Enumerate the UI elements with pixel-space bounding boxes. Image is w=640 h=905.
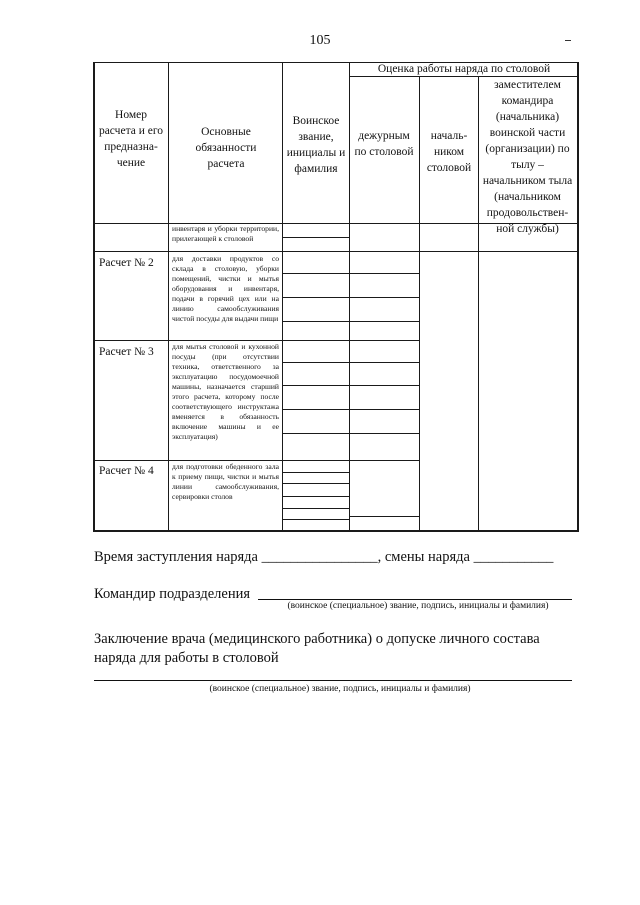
table-left-border (93, 62, 95, 532)
grid-line (282, 273, 419, 274)
col-rule-2 (282, 62, 283, 531)
doctor-conclusion-line-2: наряда для работы в столовой (94, 650, 279, 666)
table-right-border (577, 62, 579, 532)
row-rule-3 (93, 460, 419, 461)
row-3-duties: для мытья столовой и кухонной посуды (при отсутствии техника, ответственного за эксплуатацию посудомоечной машины, назначается старший этого расчета, которому после соответствующего инструктажа вменяется в обязанность включение машины и ее эксплуатация) (172, 342, 279, 441)
corner-mark (565, 40, 571, 41)
row-2-duties: для доставки продуктов со склада в столовую, уборки помещений, чистки и мытья оборудования и инвентаря, подачи в горячий цех или на линию самообслуживания чистой посуды для выдачи пищи (172, 254, 279, 323)
row-rule-2 (93, 340, 419, 341)
row-4-duties: для подготовки обеденного зала к приему пищи, чистки и мытья линии самообслуживания, сервировки столов (172, 462, 279, 501)
page-number: 105 (309, 33, 331, 48)
commander-signature-line[interactable] (258, 599, 572, 600)
commander-caption: (воинское (специальное) звание, подпись, инициалы и фамилия) (287, 601, 549, 611)
grid-line (282, 496, 349, 497)
header-duty-officer: дежурным по столовой (354, 130, 414, 158)
commander-label: Командир подразделения (94, 586, 251, 602)
header-duties: Основные обязанности расчета (195, 126, 257, 170)
doctor-caption: (воинское (специальное) звание, подпись, инициалы и фамилия) (209, 684, 471, 694)
grid-line (282, 237, 349, 238)
row-3-label: Расчет № 3 (99, 346, 154, 358)
shift-time-line: Время заступления наряда ________________, смены наряда ___________ (94, 549, 554, 565)
header-evaluation-group: Оценка работы наряда по столовой (377, 63, 551, 75)
row-2-label: Расчет № 2 (99, 257, 154, 269)
grid-line (282, 483, 349, 484)
grid-line (349, 516, 419, 517)
col-rule-3 (349, 62, 350, 531)
header-deputy-commander: заместителем командира (начальника) воинской части (организации) по тылу – начальником тыла (начальником продовольствен-ной службы) (482, 79, 573, 235)
grid-line (282, 409, 419, 410)
col-rule-5 (478, 76, 479, 531)
grid-line (282, 508, 349, 509)
doctor-signature-line[interactable] (94, 680, 572, 681)
grid-line (282, 321, 419, 322)
table-bottom-border (93, 530, 578, 532)
grid-line (282, 362, 419, 363)
grid-line (282, 433, 419, 434)
header-canteen-chief: началь-ником столовой (426, 130, 472, 174)
header-calc-number: Номер расчета и его предназна-чение (98, 109, 164, 169)
row-rule-1 (93, 251, 578, 252)
grid-line (282, 385, 419, 386)
grid-line (282, 472, 349, 473)
header-rank-name: Воинское звание, инициалы и фамилия (286, 115, 346, 175)
row-4-label: Расчет № 4 (99, 465, 154, 477)
grid-line (282, 297, 419, 298)
doctor-conclusion-line-1: Заключение врача (медицинского работника) о допуске личного состава (94, 631, 540, 647)
grid-line (282, 519, 349, 520)
col-rule-1 (168, 62, 169, 531)
col-rule-4 (419, 76, 420, 531)
row-1-duties: инвентаря и уборки территории, прилегающей к столовой (172, 224, 279, 243)
